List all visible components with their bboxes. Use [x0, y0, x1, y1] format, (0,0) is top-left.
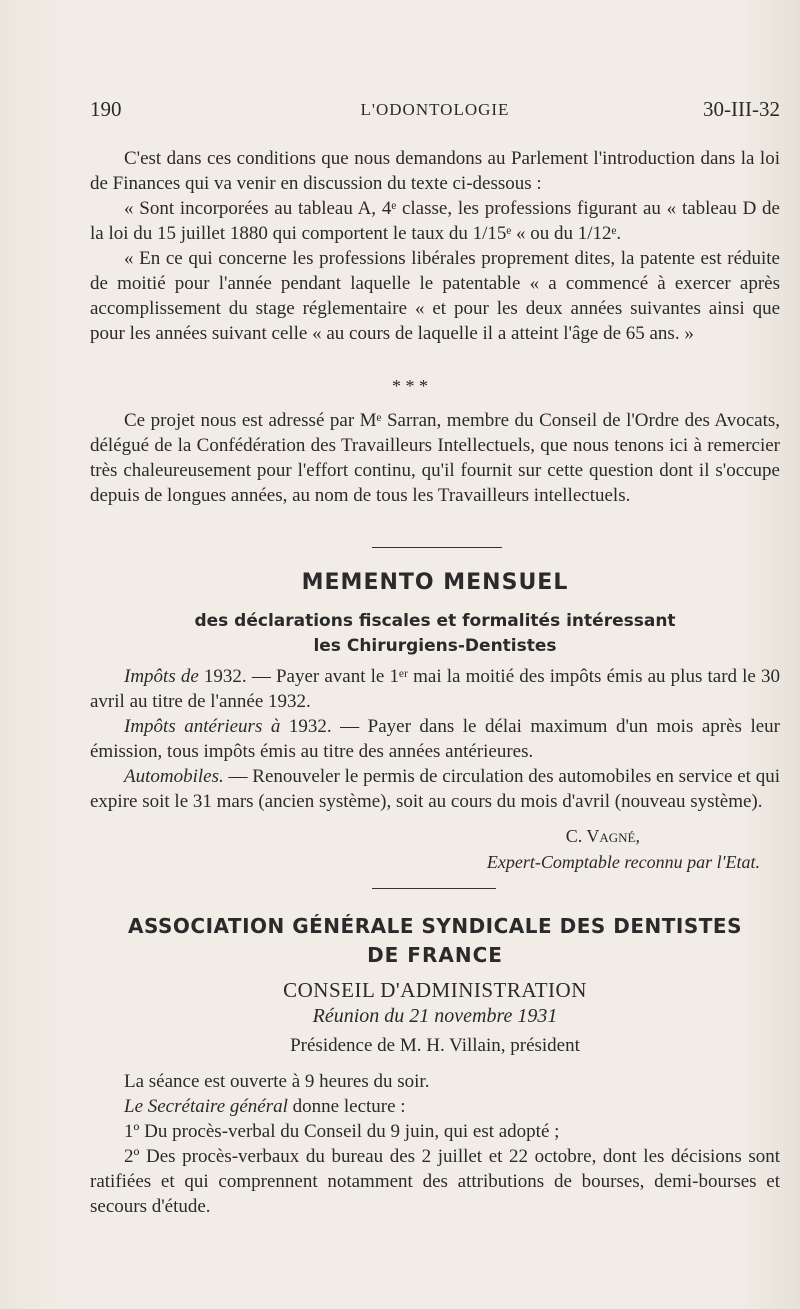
paragraph-intro: C'est dans ces conditions que nous demandons au Parlement l'introduction dans la loi de Finances qui va venir en discussion du texte ci-dessous : [90, 148, 780, 194]
memento-item-anterieurs-text: 1932. — Payer dans le délai maximum d'un mois après leur émission, tous impôts émis au titre des années antérieures. [90, 716, 781, 762]
issue-date: 30-III-32 [703, 97, 780, 121]
presidency-line: Présidence de M. H. Villain, président [290, 1035, 580, 1056]
memento-item-impots [90, 664, 780, 714]
paragraph-quote-2: « En ce qui concerne les professions libérales proprement dites, la patente est réduite de moitié pour l'année pendant laquelle le patentable « a commencé à exercer après accomplissement du stage réglementaire « et pour les deux années suivantes ainsi que pour les années suivant celle « au cours de laquelle il a atteint l'âge de 65 ans. » [90, 248, 780, 344]
memento-item-automobiles-text: — Renouveler le permis de circulation des automobiles en service et qui expire soit le 31 mars (ancien système), soit au cours du mois d'avril (nouveau système). [90, 766, 780, 812]
divider-rule [372, 547, 502, 548]
memento-item-automobiles-label: Automobiles. [124, 766, 224, 787]
memento-item-anterieurs [90, 714, 780, 764]
asterism: * * * [392, 376, 428, 396]
paragraph-projet: Ce projet nous est adressé par Mᵉ Sarran, membre du Conseil de l'Ordre des Avocats, délégué de la Confédération des Travailleurs Intellectuels, que nous tenons ici à remercier très chaleureusement pour l'effort continu, qu'il fournit sur cette question dont il s'occupe depuis de longues années, au nom de tous les Travailleurs intellectuels. [90, 410, 780, 506]
meeting-date: Réunion du 21 novembre 1931 [312, 1005, 558, 1027]
signature-name: C. Vagné, [565, 826, 640, 846]
journal-title: L'ODONTOLOGIE [360, 100, 510, 119]
memento-item-anterieurs-label: Impôts antérieurs à [124, 716, 281, 737]
minutes-item-1: 1º Du procès-verbal du Conseil du 9 juin, qui est adopté ; [124, 1121, 560, 1142]
paragraph-quote-1: « Sont incorporées au tableau A, 4ᵉ classe, les professions figurant au « tableau D de la loi du 15 juillet 1880 qui comportent le taux du 1/15ᵉ « ou du 1/12ᵉ. [90, 198, 780, 244]
association-title-1: ASSOCIATION GÉNÉRALE SYNDICALE DES DENTISTES [128, 914, 742, 938]
running-header [90, 97, 780, 127]
memento-subtitle-1: des déclarations fiscales et formalités intéressant [194, 611, 676, 631]
page-number: 190 [90, 97, 122, 121]
memento-subtitle-2: les Chirurgiens-Dentistes [313, 636, 557, 656]
section-patente-text [90, 146, 780, 346]
association-title-2: DE FRANCE [367, 943, 503, 967]
council-heading: CONSEIL D'ADMINISTRATION [283, 978, 587, 1002]
memento-item-impots-label: Impôts de [124, 666, 199, 687]
memento-item-impots-text: 1932. — Payer avant le 1ᵉʳ mai la moitié des impôts émis au plus tard le 30 avril au titre de l'année 1932. [90, 666, 781, 712]
secretary-label: Le Secrétaire général [124, 1096, 288, 1117]
minutes-opening: La séance est ouverte à 9 heures du soir. [124, 1071, 430, 1092]
minutes-reading: Le Secrétaire général donne lecture : [124, 1096, 406, 1117]
section-projet-text [90, 408, 780, 508]
divider-rule-2 [372, 888, 496, 889]
memento-title: MEMENTO MENSUEL [301, 570, 569, 595]
signature-title: Expert-Comptable reconnu par l'Etat. [486, 852, 760, 872]
minutes-item-2: 2º Des procès-verbaux du bureau des 2 juillet et 22 octobre, dont les décisions sont ratifiées et qui comprennent notamment des attributions de bourses, demi-bourses et secours d'étude. [90, 1146, 780, 1217]
memento-items [90, 664, 780, 814]
memento-item-automobiles [90, 764, 780, 814]
minutes-text [90, 1069, 780, 1219]
